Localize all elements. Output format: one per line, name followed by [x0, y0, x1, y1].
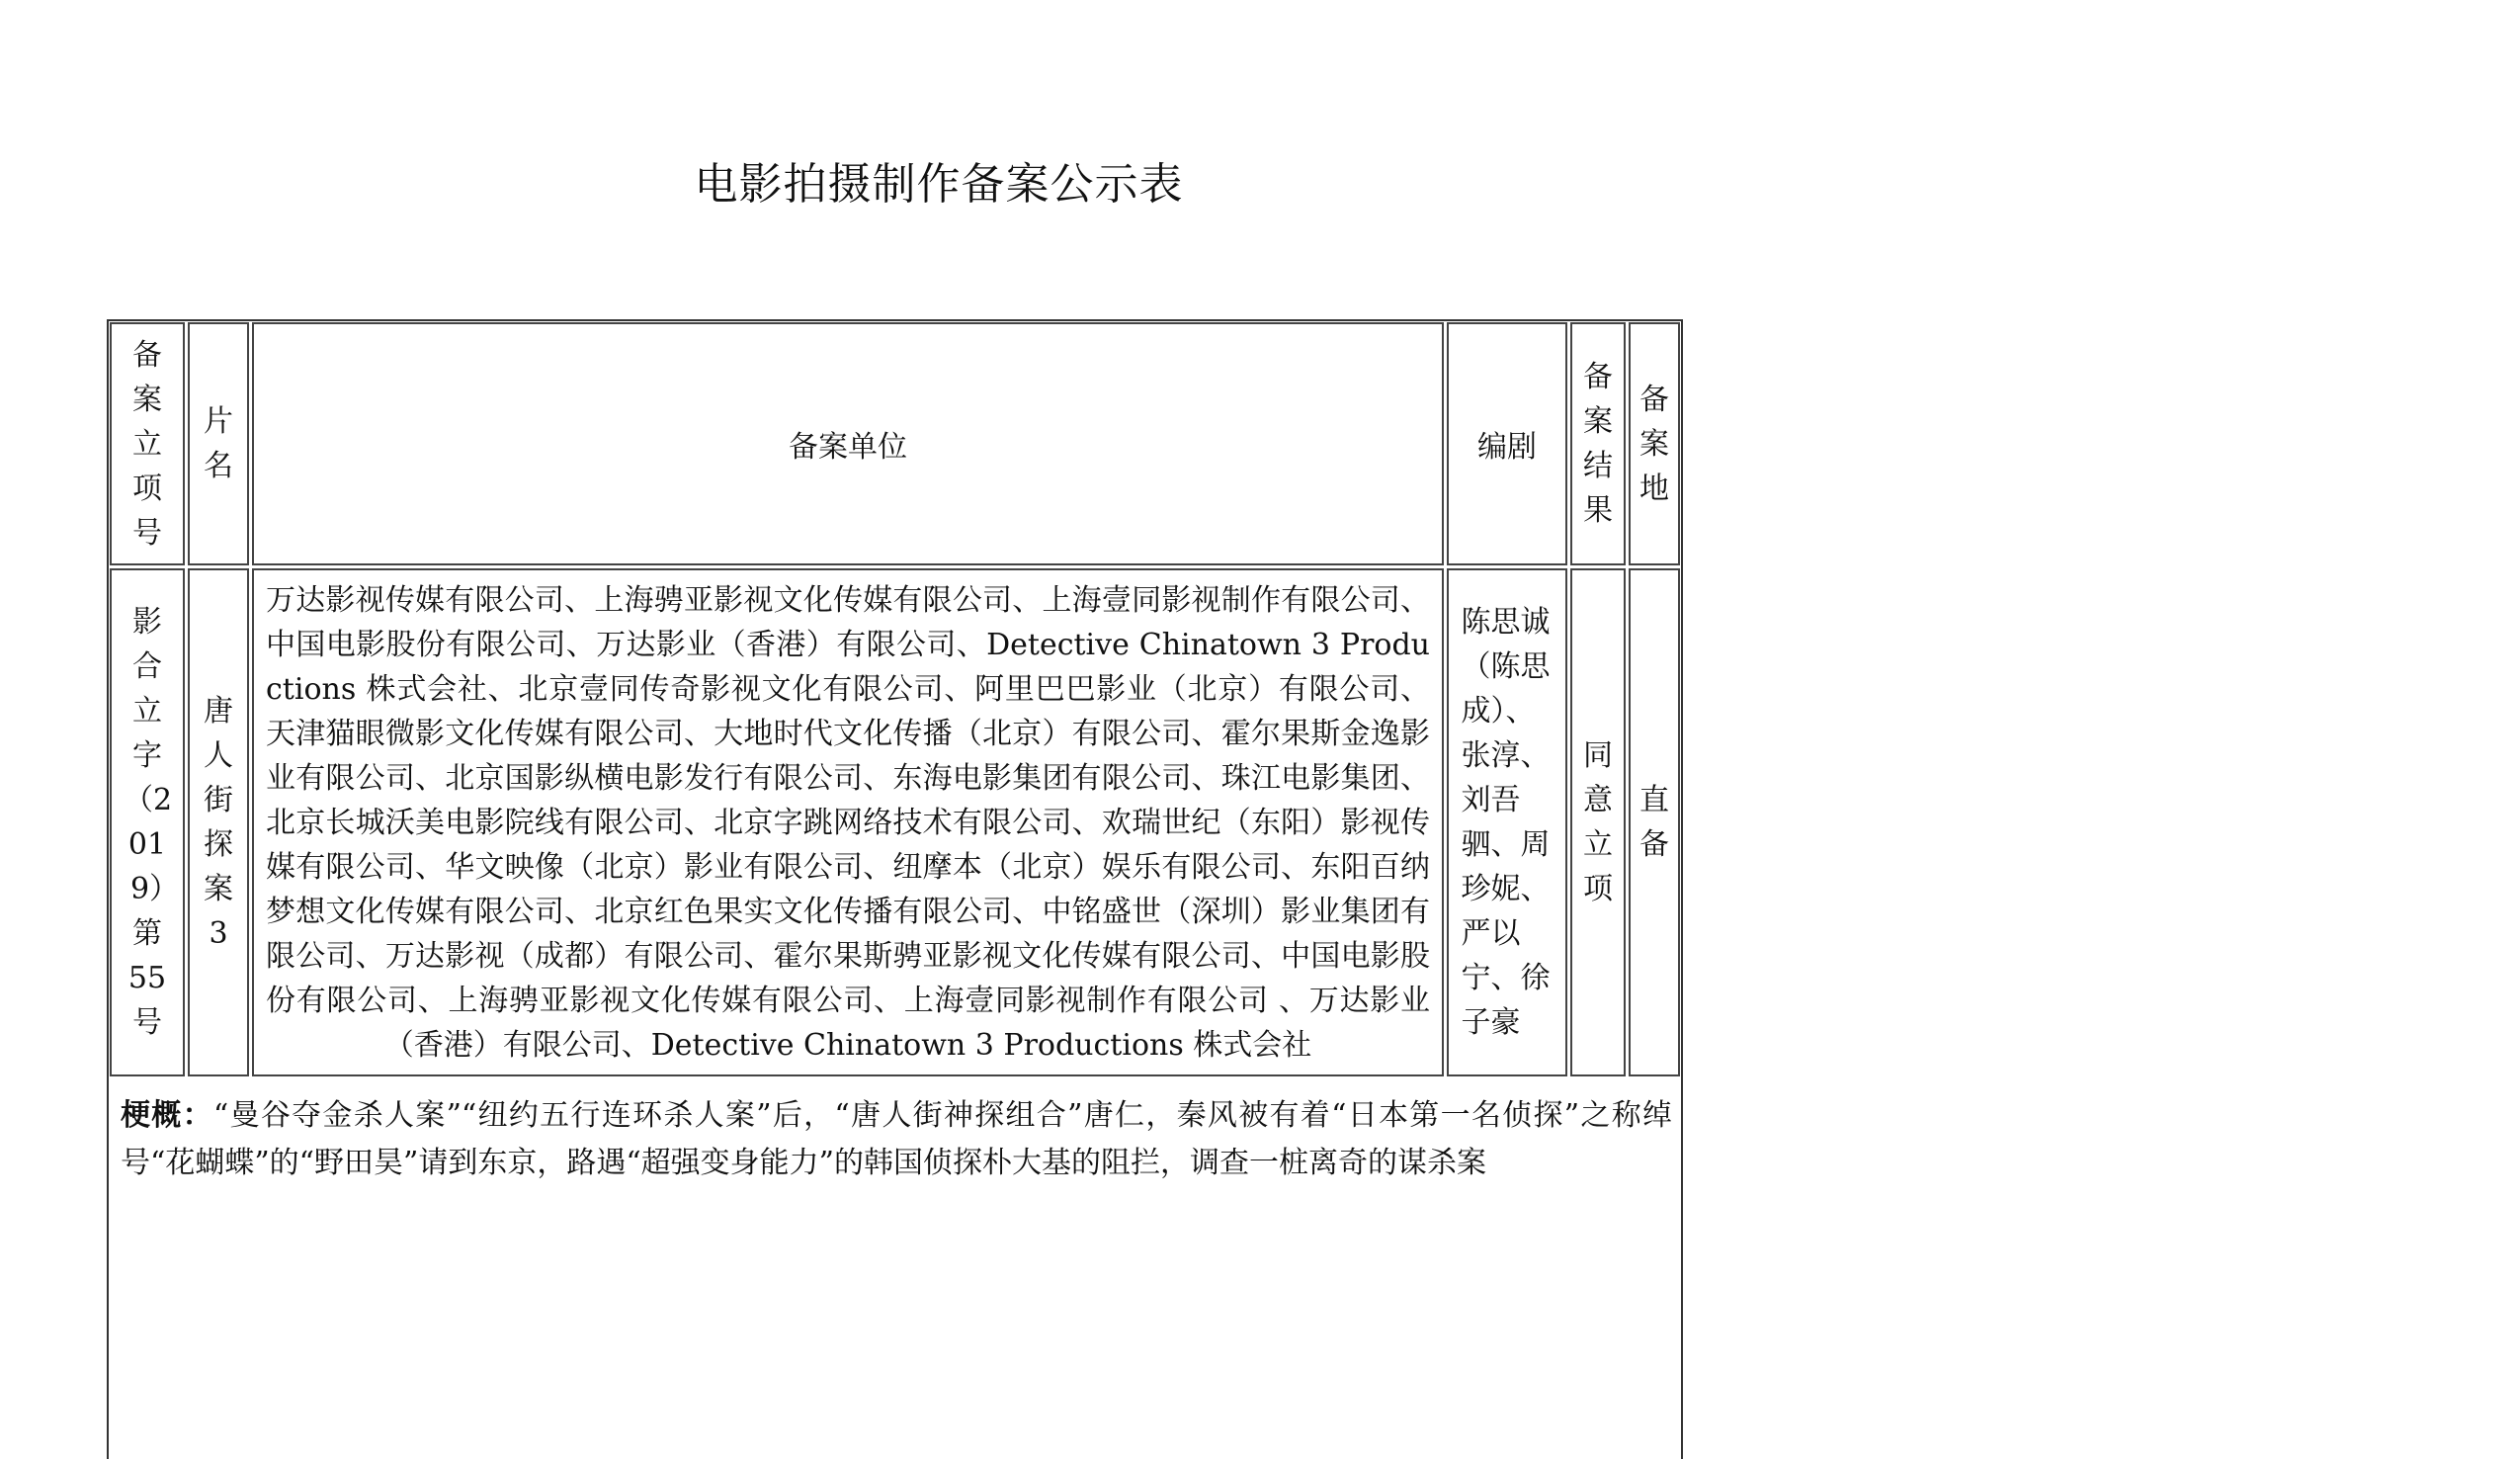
cell-record-no: 影合立字（2019）第55号 — [110, 568, 185, 1076]
synopsis-label: 梗概： — [121, 1098, 213, 1133]
synopsis — [121, 1092, 1672, 1187]
cell-location: 直备 — [1629, 568, 1680, 1076]
cell-result: 同意立项 — [1570, 568, 1626, 1076]
document-title: 电影拍摄制作备案公示表 — [694, 159, 1184, 210]
header-record-no: 备案立项号 — [110, 322, 185, 565]
filing-table — [107, 319, 1683, 1079]
cell-units: 万达影视传媒有限公司、上海骋亚影视文化传媒有限公司、上海壹同影视制作有限公司、中国电影股份有限公司、万达影业（香港）有限公司、Detective Chinatown 3 Productions 株式会社、北京壹同传奇影视文化有限公司、阿里巴巴影业（北京）有限公司、天津猫眼微影文化传媒有限公司、大地时代文化传播（北京）有限公司、霍尔果斯金逸影业有限公司、北京国影纵横电影发行有限公司、东海电影集团有限公司、珠江电影集团、北京长城沃美电影院线有限公司、北京字跳网络技术有限公司、欢瑞世纪（东阳）影视传媒有限公司、华文映像（北京）影业有限公司、纽摩本（北京）娱乐有限公司、东阳百纳梦想文化传媒有限公司、北京红色果实文化传播有限公司、中铭盛世（深圳）影业集团有限公司、万达影视（成都）有限公司、霍尔果斯骋亚影视文化传媒有限公司、中国电影股份有限公司、上海骋亚影视文化传媒有限公司、上海壹同影视制作有限公司 、万达影业（香港）有限公司、Detective Chinatown 3 Productions 株式会社 — [252, 568, 1444, 1076]
header-result: 备案结果 — [1570, 322, 1626, 565]
table-header-row — [110, 322, 1680, 565]
cell-screenwriter: 陈思诚（陈思成）、张淳、刘吾驷、周珍妮、严以宁、徐子豪 — [1447, 568, 1567, 1076]
header-units: 备案单位 — [252, 322, 1444, 565]
synopsis-text: “曼谷夺金杀人案”“纽约五行连环杀人案”后，“唐人街神探组合”唐仁，秦风被有着“日本第一名侦探”之称绰号“花蝴蝶”的“野田昊”请到东京，路遇“超强变身能力”的韩国侦探朴大基的阻拦，调查一桩离奇的谋杀案 — [121, 1098, 1672, 1180]
header-film-title: 片名 — [188, 322, 249, 565]
header-screenwriter: 编剧 — [1447, 322, 1567, 565]
header-location: 备案地 — [1629, 322, 1680, 565]
cell-film-title: 唐人街探案3 — [188, 568, 249, 1076]
table-row — [110, 568, 1680, 1076]
